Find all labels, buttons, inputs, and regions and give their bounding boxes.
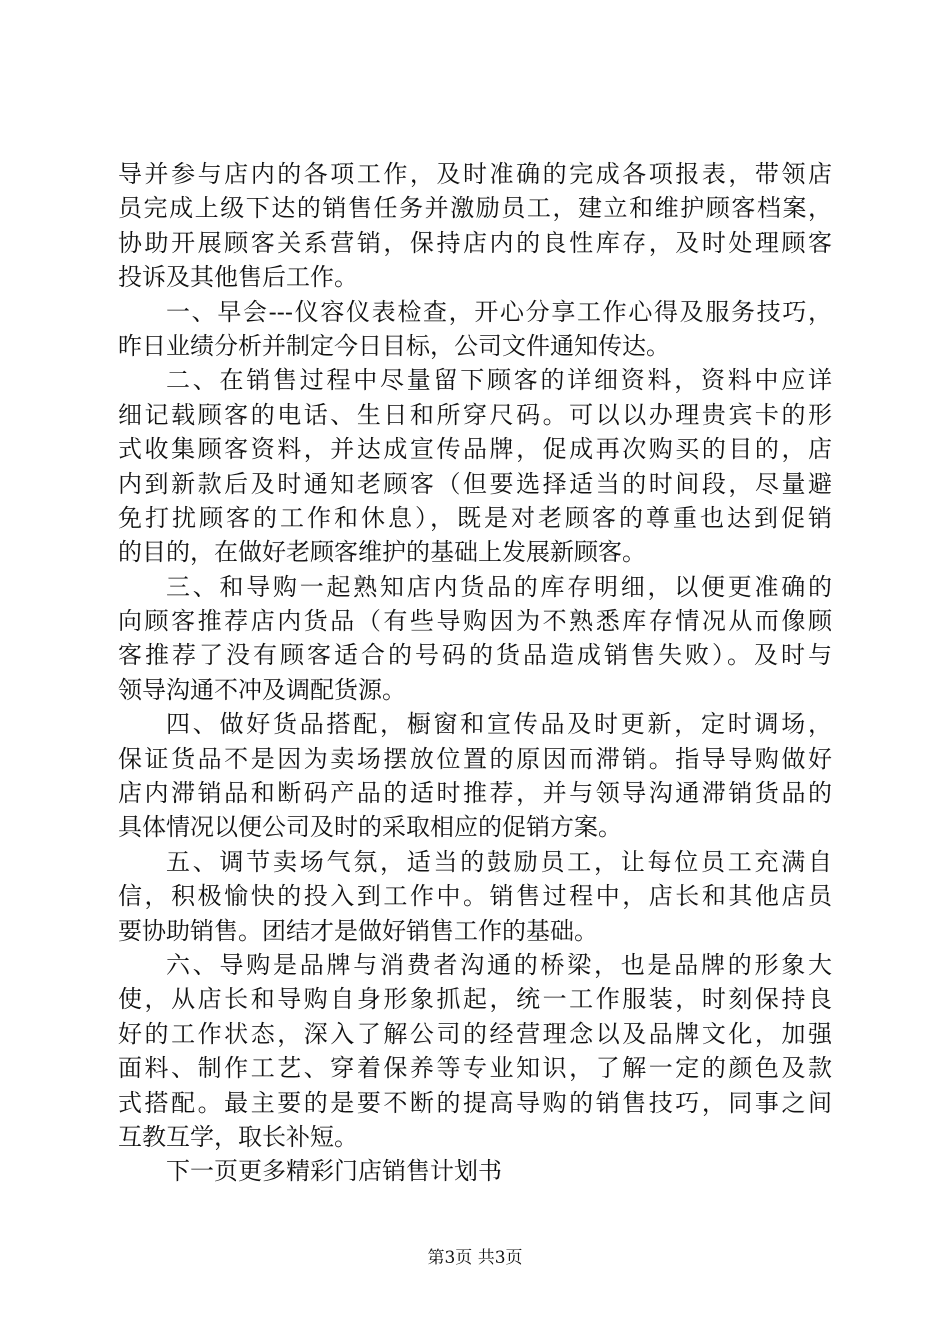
text-line: 向顾客推荐店内货品（有些导购因为不熟悉库存情况从而像顾 — [118, 607, 832, 636]
text-line: 导并参与店内的各项工作，及时准确的完成各项报表，带领店 — [118, 160, 832, 188]
text-line: 要协助销售。团结才是做好销售工作的基础。 — [118, 916, 598, 945]
text-line: 三、和导购一起熟知店内货品的库存明细，以便更准确的 — [166, 572, 832, 601]
text-line: 免打扰顾客的工作和休息），既是对老顾客的尊重也达到促销 — [118, 503, 832, 532]
page-footer: 第3页 共3页 — [427, 1248, 523, 1268]
text-line: 保证货品不是因为卖场摆放位置的原因而滞销。指导导购做好 — [118, 744, 832, 773]
text-line: 具体情况以便公司及时的采取相应的促销方案。 — [118, 813, 622, 842]
text-line: 下一页更多精彩门店销售计划书 — [166, 1157, 502, 1186]
text-line: 面料、制作工艺、穿着保养等专业知识，了解一定的颜色及款 — [118, 1054, 832, 1083]
text-line: 客推荐了没有顾客适合的号码的货品造成销售失败）。及时与 — [118, 641, 832, 670]
text-line: 协助开展顾客关系营销，保持店内的良性库存，及时处理顾客 — [118, 228, 832, 257]
text-line: 四、做好货品搭配，橱窗和宣传品及时更新，定时调场， — [166, 710, 832, 739]
text-line: 昨日业绩分析并制定今日目标，公司文件通知传达。 — [118, 331, 670, 360]
text-line: 内到新款后及时通知老顾客（但要选择适当的时间段，尽量避 — [118, 469, 832, 498]
text-line: 一、早会---仪容仪表检查，开心分享工作心得及服务技巧， — [166, 297, 832, 326]
text-line: 式收集顾客资料，并达成宣传品牌，促成再次购买的目的，店 — [118, 435, 832, 464]
text-line: 二、在销售过程中尽量留下顾客的详细资料，资料中应详 — [166, 366, 832, 395]
text-line: 互教互学，取长补短。 — [118, 1122, 358, 1151]
text-line: 员完成上级下达的销售任务并激励员工，建立和维护顾客档案， — [118, 194, 832, 223]
text-line: 店内滞销品和断码产品的适时推荐，并与领导沟通滞销货品的 — [118, 779, 832, 808]
text-line: 好的工作状态，深入了解公司的经营理念以及品牌文化，加强 — [118, 1019, 832, 1048]
text-line: 信，积极愉快的投入到工作中。销售过程中，店长和其他店员 — [118, 882, 832, 911]
text-line: 六、导购是品牌与消费者沟通的桥梁，也是品牌的形象大 — [166, 950, 832, 979]
text-line: 投诉及其他售后工作。 — [118, 263, 358, 292]
document-body — [118, 157, 832, 1189]
text-line: 细记载顾客的电话、生日和所穿尺码。可以以办理贵宾卡的形 — [118, 400, 832, 429]
text-line: 的目的，在做好老顾客维护的基础上发展新顾客。 — [118, 538, 646, 567]
text-line: 五、调节卖场气氛，适当的鼓励员工，让每位员工充满自 — [166, 847, 832, 876]
text-line: 领导沟通不冲及调配货源。 — [118, 675, 406, 704]
text-line: 式搭配。最主要的是要不断的提高导购的销售技巧，同事之间 — [118, 1088, 832, 1117]
text-line: 使，从店长和导购自身形象抓起，统一工作服装，时刻保持良 — [118, 985, 832, 1014]
